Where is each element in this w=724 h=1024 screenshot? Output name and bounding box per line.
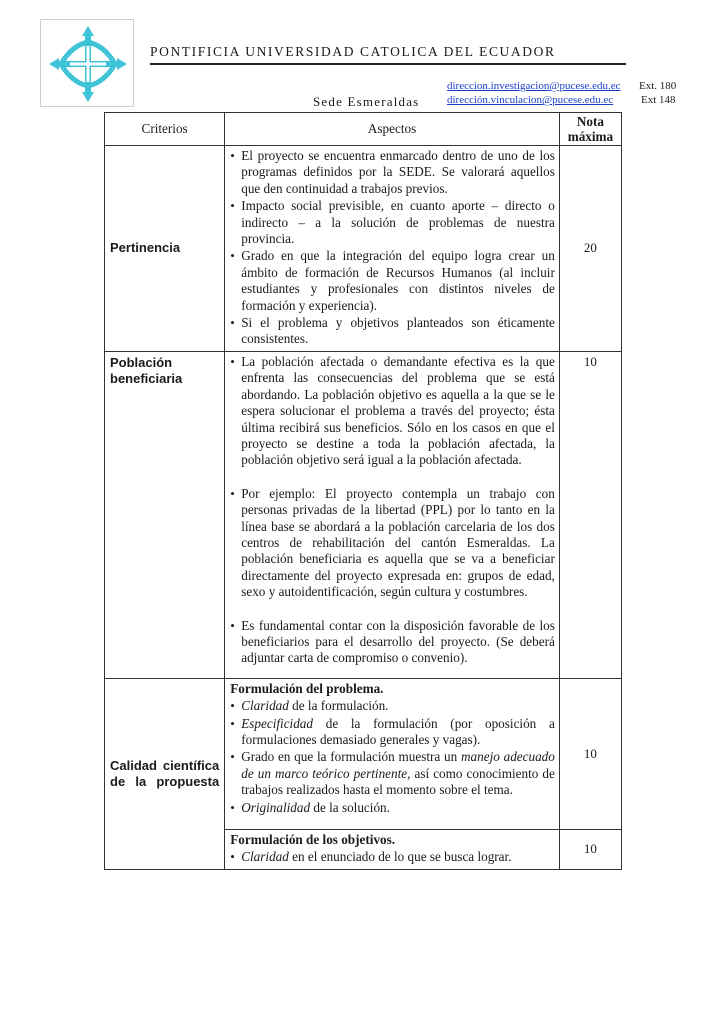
university-name: PONTIFICIA UNIVERSIDAD CATOLICA DEL ECUADOR: [150, 44, 556, 59]
list-item: • Grado en que la formulación muestra un manejo adecuado de un marco teórico pertinente, así como conocimiento de trabajos realizados hasta el momento sobre el tema.: [230, 749, 555, 798]
criterio-poblacion: Población beneficiaria: [105, 351, 225, 678]
aspectos-pertinencia: [225, 146, 560, 352]
header-rule: [150, 63, 626, 65]
email-link-investigacion[interactable]: direccion.investigacion@pucese.edu.ec: [447, 80, 621, 92]
header-criterios: Criterios: [105, 113, 225, 146]
evaluation-criteria-table: [104, 112, 622, 870]
table-row-calidad-problema: [105, 678, 622, 829]
subheading-formulacion-objetivos: Formulación de los objetivos.: [230, 832, 396, 848]
criterio-calidad: Calidad científica de la propuesta: [105, 678, 225, 869]
list-item: • Por ejemplo: El proyecto contempla un trabajo con personas privadas de la libertad (PPL) por lo tanto en la línea base se abordará a la población carcelaria de los dos centros de rehabilitación del cantón Esmeraldas. La población beneficiaria es aquella que se va a beneficiar directamente del proyecto expresada en: grupos de edad, sexo y autoidentificación, según cultura y costumbres.: [230, 486, 555, 601]
extension-investigacion: Ext. 180: [639, 80, 677, 92]
nota-pertinencia: 20: [559, 146, 621, 352]
table-row-pertinencia: [105, 146, 622, 352]
list-item: • Impacto social previsible, en cuanto aporte – directo o indirecto – a la solución de problemas de nuestra provincia.: [230, 198, 555, 247]
header-aspectos: Aspectos: [225, 113, 560, 146]
pucese-cross-logo-icon: [41, 20, 135, 108]
aspectos-formulacion-objetivos: [225, 830, 560, 870]
table-header-row: [105, 113, 622, 146]
list-item: • Originalidad de la solución.: [230, 800, 555, 816]
list-item: • Grado en que la integración del equipo logra crear un ámbito de formación de Recursos Humanos (al incluir estudiantes y profesionales con distintos niveles de formación y experiencia).: [230, 248, 555, 314]
list-item: • La población afectada o demandante efectiva es la que enfrenta las consecuencias del problema que se está abordando. La población objetivo es aquella a la que se le espera solucionar el problema a través del proyecto; ésta última recibirá sus beneficios. Sólo en los casos en que el proyecto se destine a toda la población afectada, la población objetivo será igual a la población afectada.: [230, 354, 555, 469]
logo-frame: [40, 19, 134, 107]
aspectos-poblacion: [225, 351, 560, 678]
contact-vinculacion: [447, 94, 676, 106]
table-row-poblacion: [105, 351, 622, 678]
nota-poblacion: 10: [559, 351, 621, 678]
header-nota-maxima: Nota máxima: [559, 113, 621, 146]
aspectos-formulacion-problema: [225, 678, 560, 829]
extension-vinculacion: Ext 148: [641, 94, 676, 106]
subheading-formulacion-problema: Formulación del problema.: [230, 680, 384, 696]
list-item: • Si el problema y objetivos planteados son éticamente consistentes.: [230, 315, 555, 348]
campus-name: Sede Esmeraldas: [313, 94, 420, 109]
list-item: • Es fundamental contar con la disposición favorable de los beneficiarios para el desarrollo del proyecto. (Se deberá adjuntar carta de compromiso o convenio).: [230, 618, 555, 667]
contact-investigacion: [447, 80, 677, 92]
list-item: • El proyecto se encuentra enmarcado dentro de uno de los programas definidos por la SEDE. Se valorará aquellos que den continuidad a trabajos previos.: [230, 148, 555, 197]
nota-formulacion-problema: 10: [559, 678, 621, 829]
email-link-vinculacion[interactable]: dirección.vinculacion@pucese.edu.ec: [447, 94, 614, 106]
list-item: • Claridad en el enunciado de lo que se busca lograr.: [230, 849, 555, 865]
list-item: • Claridad de la formulación.: [230, 698, 555, 714]
criterio-pertinencia: Pertinencia: [105, 146, 225, 352]
nota-formulacion-objetivos: 10: [559, 830, 621, 870]
list-item: • Especificidad de la formulación (por oposición a formulaciones demasiado generales y vagas).: [230, 716, 555, 749]
